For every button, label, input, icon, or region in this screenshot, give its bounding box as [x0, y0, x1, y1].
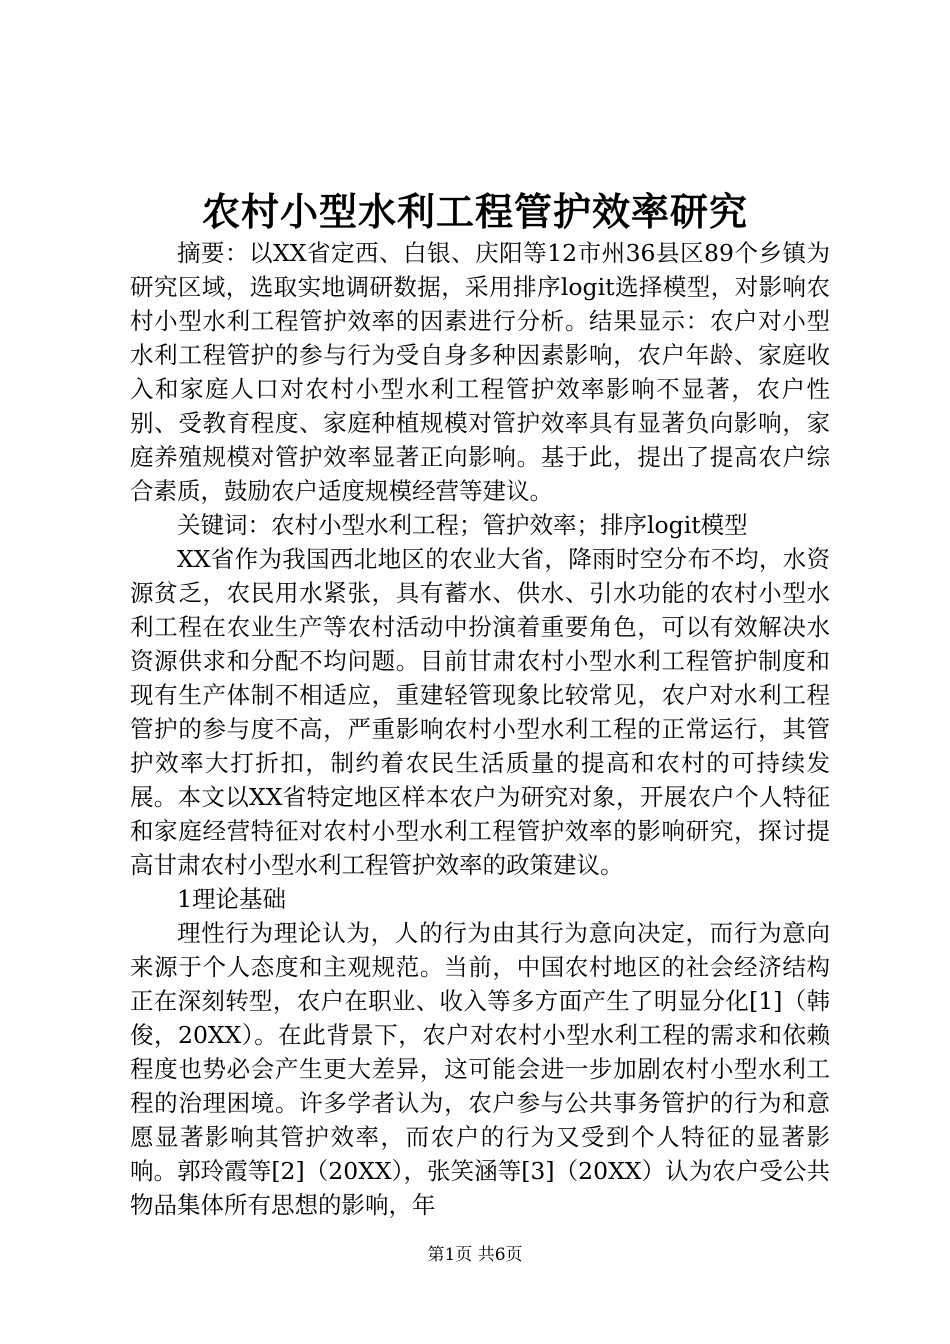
document-body: [130, 236, 830, 1222]
keywords-paragraph: 关键词：农村小型水利工程；管护效率；排序logit模型: [177, 511, 748, 539]
document-title: 农村小型水利工程管护效率研究: [201, 189, 748, 234]
theory-paragraph: 理性行为理论认为，人的行为由其行为意向决定，而行为意向来源于个人态度和主观规范。当前，中国农村地区的社会经济结构正在深刻转型，农户在职业、收入等多方面产生了明显分化[1]（韩俊，20XX）。在此背景下，农户对农村小型水利工程的需求和依赖程度也势必会产生更大差异，这可能会进一步加剧农村小型水利工程的治理困境。许多学者认为，农户参与公共事务管护的行为和意愿显著影响其管护效率，而农户的行为又受到个人特征的显著影响。郭玲霞等[2]（20XX），张笑涵等[3]（20XX）认为农户受公共物品集体所有思想的影响，年: [130, 919, 830, 1219]
section-heading: 1理论基础: [177, 885, 286, 913]
intro-paragraph: XX省作为我国西北地区的农业大省，降雨时空分布不均，水资源贫乏，农民用水紧张，具有蓄水、供水、引水功能的农村小型水利工程在农业生产等农村活动中扮演着重要角色，可以有效解决水资源供求和分配不均问题。目前甘肃农村小型水利工程管护制度和现有生产体制不相适应，重建轻管现象比较常见，农户对水利工程管护的参与度不高，严重影响农村小型水利工程的正常运行，其管护效率大打折扣，制约着农民生活质量的提高和农村的可持续发展。本文以XX省特定地区样本农户为研究对象，开展农户个人特征和家庭经营特征对农村小型水利工程管护效率的影响研究，探讨提高甘肃农村小型水利工程管护效率的政策建议。: [130, 545, 830, 879]
page-footer: 第1页 共6页: [427, 1245, 523, 1265]
abstract-paragraph: 摘要：以XX省定西、白银、庆阳等12市州36县区89个乡镇为研究区域，选取实地调研数据，采用排序logit选择模型，对影响农村小型水利工程管护效率的因素进行分析。结果显示：农户对小型水利工程管护的参与行为受自身多种因素影响，农户年龄、家庭收入和家庭人口对农村小型水利工程管护效率影响不显著，农户性别、受教育程度、家庭种植规模对管护效率具有显著负向影响，家庭养殖规模对管护效率显著正向影响。基于此，提出了提高农户综合素质，鼓励农户适度规模经营等建议。: [130, 239, 830, 505]
